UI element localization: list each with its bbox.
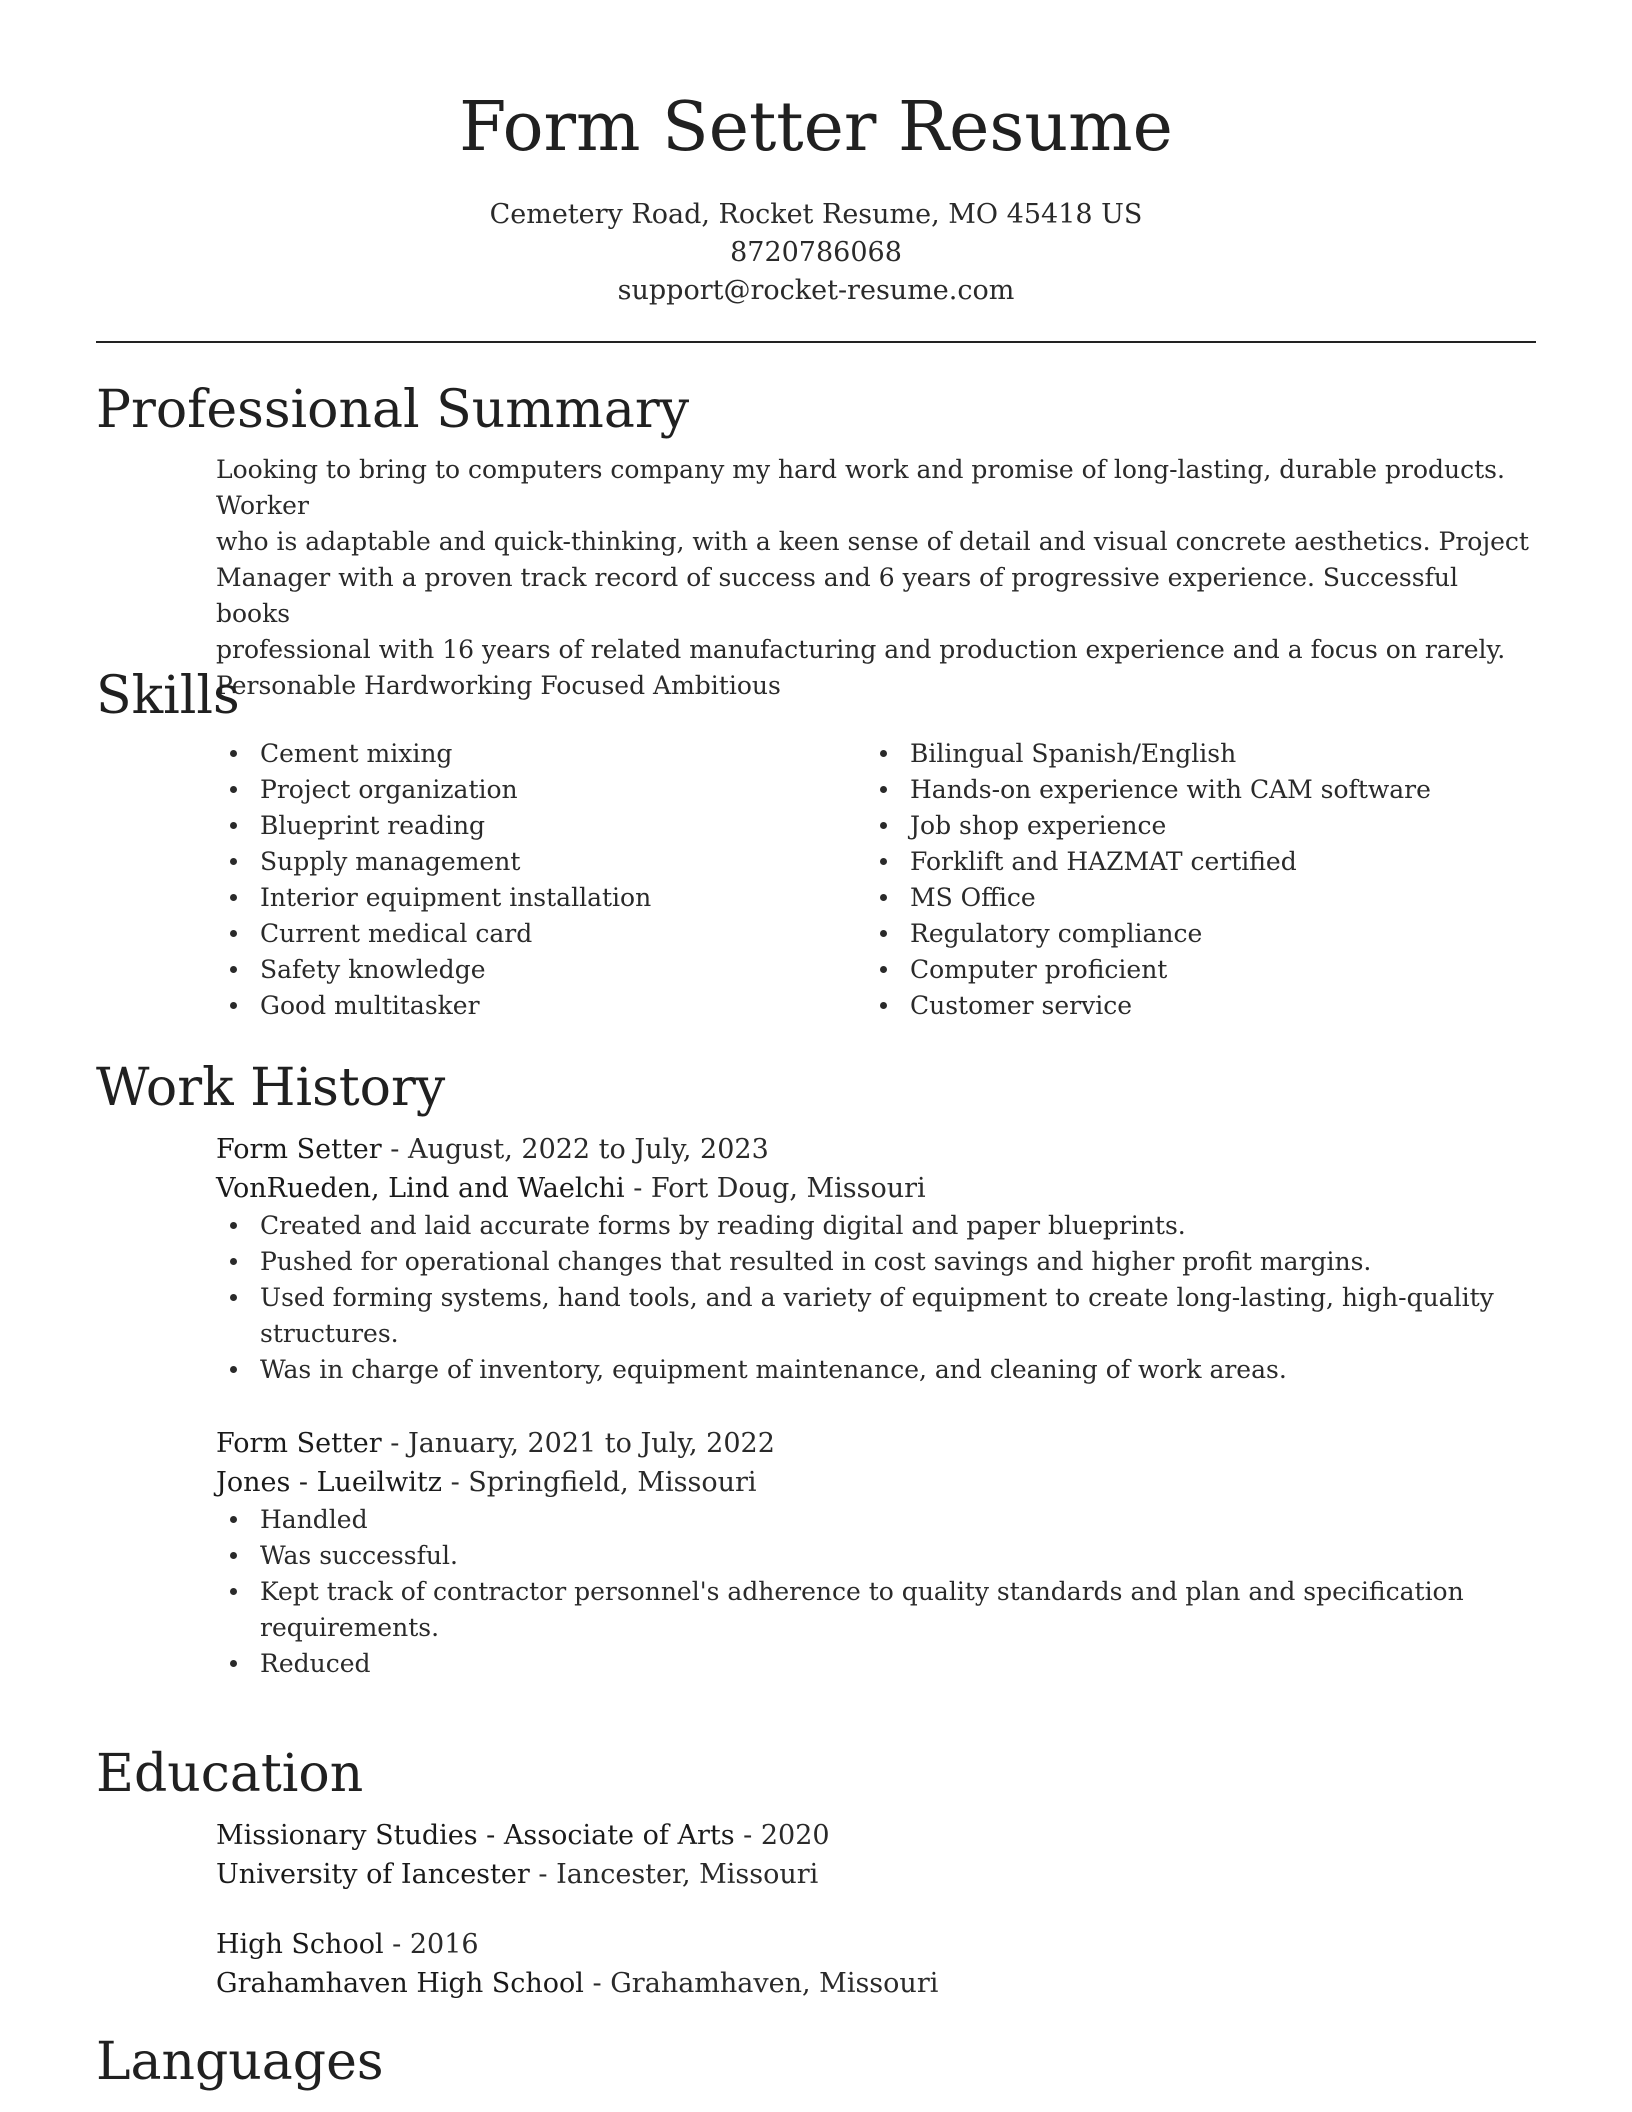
job-location: - Fort Doug, Missouri [624, 1173, 926, 1204]
skills-list-left [216, 736, 866, 1024]
job-title-line [216, 1424, 1536, 1463]
skill-item: Safety knowledge [216, 952, 866, 988]
education-degree-line [216, 1925, 1536, 1964]
skills-section [96, 662, 1536, 1024]
resume-header [0, 80, 1632, 310]
job-role: Form Setter [216, 1428, 382, 1459]
skill-item: Good multitasker [216, 988, 866, 1024]
skill-item: Job shop experience [866, 808, 1516, 844]
job-company-line [216, 1463, 1536, 1502]
job-company: VonRueden, Lind and Waelchi [216, 1173, 625, 1204]
phone-number: 8720786068 [730, 237, 902, 268]
summary-line: Personable Hardworking Focused Ambitious [216, 671, 781, 700]
education-school-line [216, 1855, 1536, 1894]
job-duty: Reduced [216, 1646, 1536, 1682]
skill-item: Cement mixing [216, 736, 866, 772]
job-company: Jones - Lueilwitz [216, 1467, 442, 1498]
skill-item: Customer service [866, 988, 1516, 1024]
education-school: Grahamhaven High School [216, 1968, 584, 1999]
job-dates: - January, 2021 to July, 2022 [381, 1428, 775, 1459]
education-year: - 2016 [383, 1929, 479, 1960]
address: Cemetery Road, Rocket Resume, MO 45418 US [489, 199, 1143, 230]
skill-item: Interior equipment installation [216, 880, 866, 916]
skill-item: Regulatory compliance [866, 916, 1516, 952]
education-degree: High School [216, 1929, 384, 1960]
education-location: - Grahamhaven, Missouri [583, 1968, 939, 1999]
skill-item: Supply management [216, 844, 866, 880]
work-history-heading: Work History [96, 1058, 446, 1118]
skill-item: Hands-on experience with CAM software [866, 772, 1516, 808]
job-entry [216, 1424, 1536, 1682]
contact-info [0, 196, 1632, 310]
job-title-line [216, 1130, 1536, 1169]
resume-title: Form Setter Resume [459, 88, 1173, 167]
job-company-line [216, 1169, 1536, 1208]
job-location: - Springfield, Missouri [441, 1467, 757, 1498]
education-degree-line [216, 1816, 1536, 1855]
skill-item: Forklift and HAZMAT certified [866, 844, 1516, 880]
skill-item: Project organization [216, 772, 866, 808]
skill-item: Blueprint reading [216, 808, 866, 844]
skill-item: Computer proficient [866, 952, 1516, 988]
education-school-line [216, 1964, 1536, 2003]
education-degree: Missionary Studies - Associate of Arts [216, 1820, 735, 1851]
education-location: - Iancester, Missouri [529, 1859, 819, 1890]
education-entry [216, 1925, 1536, 2003]
skills-heading: Skills [96, 666, 240, 726]
job-dates: - August, 2022 to July, 2023 [381, 1134, 769, 1165]
skills-columns [216, 736, 1536, 1024]
work-history-section [96, 1054, 1536, 1682]
summary-heading: Professional Summary [96, 380, 690, 440]
skill-item: MS Office [866, 880, 1516, 916]
languages-section [96, 2028, 1536, 2096]
education-heading: Education [96, 1744, 364, 1804]
skills-list-right [866, 736, 1516, 1024]
job-entry [216, 1130, 1536, 1388]
education-school: University of Iancester [216, 1859, 530, 1890]
education-entry [216, 1816, 1536, 1894]
job-duty: Was successful. [216, 1538, 1536, 1574]
skill-item: Current medical card [216, 916, 866, 952]
summary-section [96, 376, 1536, 704]
job-duty: Kept track of contractor personnel's adherence to quality standards and plan and specification requirements. [216, 1574, 1536, 1646]
education-year: - 2020 [734, 1820, 830, 1851]
header-divider [96, 341, 1536, 343]
job-duty: Was in charge of inventory, equipment maintenance, and cleaning of work areas. [216, 1352, 1536, 1388]
summary-line: Manager with a proven track record of success and 6 years of progressive experience. Successful books [216, 563, 1458, 628]
job-duty: Pushed for operational changes that resulted in cost savings and higher profit margins. [216, 1244, 1536, 1280]
summary-line: Looking to bring to computers company my hard work and promise of long-lasting, durable products. Worker [216, 455, 1505, 520]
skill-item: Bilingual Spanish/English [866, 736, 1516, 772]
education-section [96, 1740, 1536, 2003]
job-duty: Handled [216, 1502, 1536, 1538]
job-duty: Created and laid accurate forms by reading digital and paper blueprints. [216, 1208, 1536, 1244]
summary-line: professional with 16 years of related manufacturing and production experience and a focus on rarely. [216, 635, 1506, 664]
job-duty: Used forming systems, hand tools, and a variety of equipment to create long-lasting, high-quality structures. [216, 1280, 1536, 1352]
job-duties [216, 1502, 1536, 1682]
job-role: Form Setter [216, 1134, 382, 1165]
job-duties [216, 1208, 1536, 1388]
email-address: support@rocket-resume.com [617, 275, 1015, 306]
summary-line: who is adaptable and quick-thinking, with a keen sense of detail and visual concrete aesthetics. Project [216, 527, 1529, 556]
languages-heading: Languages [96, 2032, 384, 2092]
